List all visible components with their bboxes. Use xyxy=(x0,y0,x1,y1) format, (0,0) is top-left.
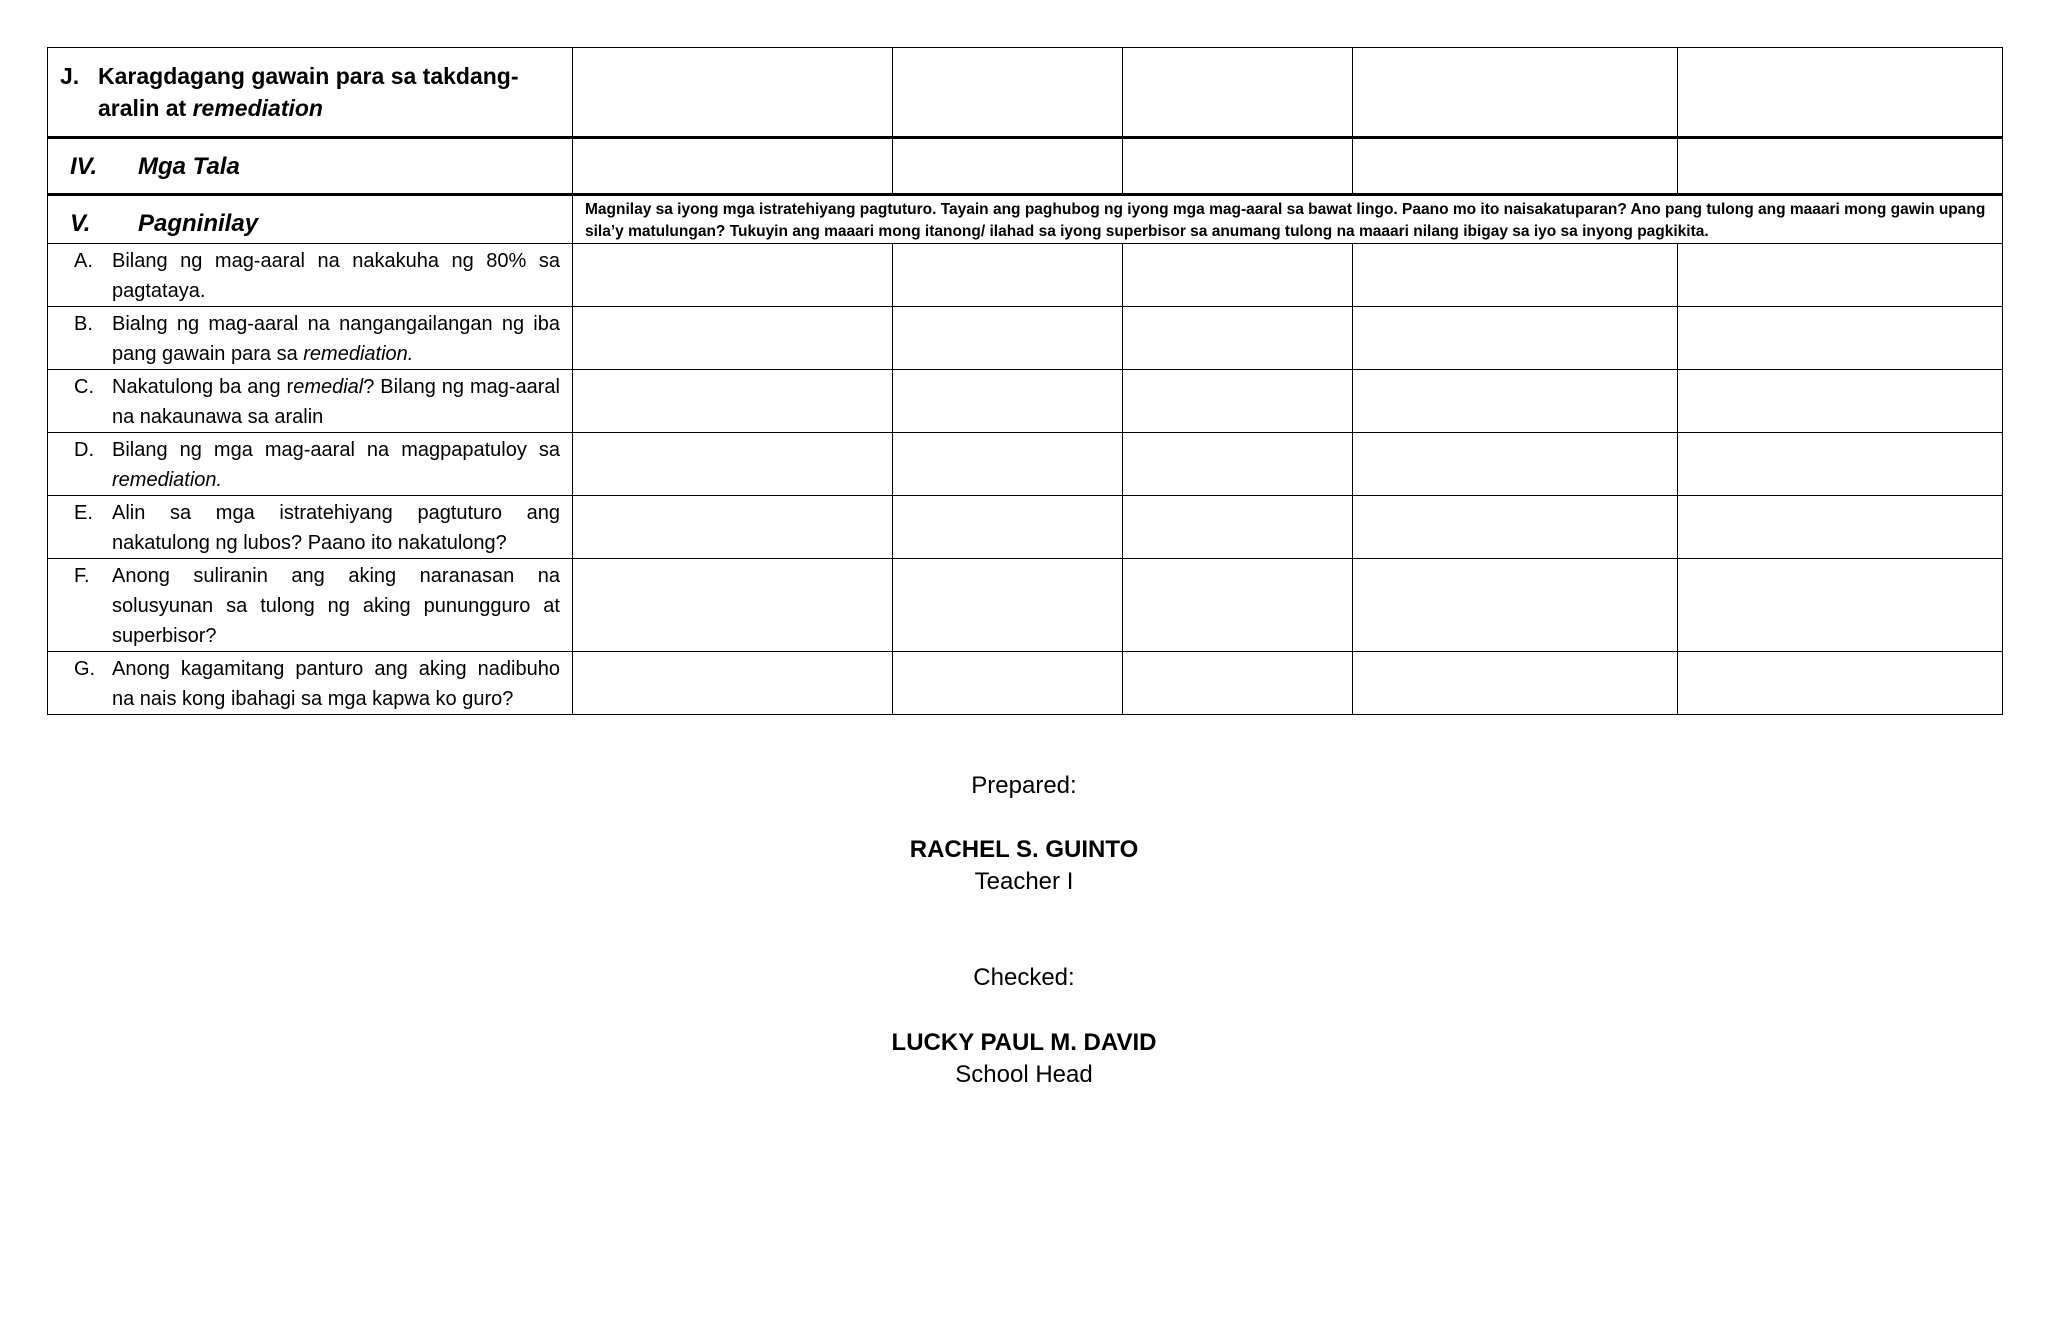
table-cell[interactable] xyxy=(1353,138,1678,195)
table-cell[interactable] xyxy=(1353,244,1678,307)
table-cell[interactable] xyxy=(1123,496,1353,559)
table-cell[interactable] xyxy=(1678,370,2003,433)
table-row xyxy=(48,652,2003,715)
item-text-italic: remediation. xyxy=(112,469,223,491)
item-text-italic: remediation. xyxy=(303,343,414,365)
item-letter: B. xyxy=(74,313,93,335)
table-cell[interactable] xyxy=(573,244,893,307)
table-cell[interactable] xyxy=(1353,307,1678,370)
table-cell[interactable] xyxy=(1123,244,1353,307)
row-label-italic: remediation xyxy=(192,95,323,121)
item-text: Bilang ng mag-aaral na nakakuha ng 80% sa pagtataya. xyxy=(112,250,560,302)
item-text: Bilang ng mga mag-aaral na magpapatuloy sa xyxy=(112,439,560,461)
table-cell[interactable] xyxy=(1678,652,2003,715)
table-cell[interactable] xyxy=(573,652,893,715)
table-cell[interactable] xyxy=(573,496,893,559)
item-label-cell xyxy=(48,307,573,370)
table-row xyxy=(48,559,2003,652)
item-text: Anong suliranin ang aking naranasan na solusyunan sa tulong ng aking punungguro at superbisor? xyxy=(112,565,560,647)
table-cell[interactable] xyxy=(1123,48,1353,138)
section-label-cell xyxy=(48,195,573,244)
table-cell[interactable] xyxy=(893,652,1123,715)
table-cell[interactable] xyxy=(573,307,893,370)
table-row xyxy=(48,244,2003,307)
item-text: Nakatulong ba ang r xyxy=(112,376,294,398)
item-letter: A. xyxy=(74,250,93,272)
table-cell[interactable] xyxy=(893,496,1123,559)
item-text: Anong kagamitang panturo ang aking nadibuho na nais kong ibahagi sa mga kapwa ko guro? xyxy=(112,658,560,710)
table-cell[interactable] xyxy=(1353,370,1678,433)
row-label-text: Karagdagang gawain para sa takdang-aralin at xyxy=(98,63,519,121)
table-cell[interactable] xyxy=(1678,138,2003,195)
item-label-cell xyxy=(48,652,573,715)
section-numeral: V. xyxy=(70,210,91,237)
section-numeral: IV. xyxy=(70,153,98,180)
table-cell[interactable] xyxy=(573,559,893,652)
item-letter: C. xyxy=(74,376,94,398)
item-label-cell xyxy=(48,496,573,559)
checked-name: LUCKY PAUL M. DAVID xyxy=(891,1029,1157,1056)
item-letter: G. xyxy=(74,658,96,680)
table-cell[interactable] xyxy=(1678,307,2003,370)
table-row xyxy=(48,496,2003,559)
table-cell[interactable] xyxy=(1123,307,1353,370)
section-label-cell xyxy=(48,138,573,195)
item-text: Bialng ng mag-aaral na nangangailangan ng iba pang gawain para sa xyxy=(112,313,560,365)
item-text-italic: emedial xyxy=(293,376,364,398)
table-row xyxy=(48,307,2003,370)
item-letter: D. xyxy=(74,439,94,461)
section-mga-tala xyxy=(48,138,2003,195)
table-cell[interactable] xyxy=(893,559,1123,652)
table-cell[interactable] xyxy=(1353,652,1678,715)
table-cell[interactable] xyxy=(893,370,1123,433)
row-karagdagang-gawain xyxy=(48,48,2003,138)
table-cell[interactable] xyxy=(573,48,893,138)
item-label-cell xyxy=(48,244,573,307)
table-cell[interactable] xyxy=(893,244,1123,307)
table-cell[interactable] xyxy=(1353,559,1678,652)
table-row xyxy=(48,370,2003,433)
table-cell[interactable] xyxy=(1353,48,1678,138)
item-label-cell xyxy=(48,433,573,496)
table-cell[interactable] xyxy=(1678,48,2003,138)
table-cell[interactable] xyxy=(1678,496,2003,559)
row-letter: J. xyxy=(60,63,80,89)
table-cell[interactable] xyxy=(1678,244,2003,307)
daily-lesson-log-table xyxy=(47,47,2003,715)
table-cell[interactable] xyxy=(1123,559,1353,652)
checked-position: School Head xyxy=(955,1061,1093,1088)
section-title: Pagninilay xyxy=(138,210,259,237)
item-letter: E. xyxy=(74,502,93,524)
table-cell[interactable] xyxy=(573,370,893,433)
item-label-cell xyxy=(48,370,573,433)
table-cell[interactable] xyxy=(893,433,1123,496)
table-cell[interactable] xyxy=(1123,138,1353,195)
prepared-name: RACHEL S. GUINTO xyxy=(909,836,1139,863)
table-cell[interactable] xyxy=(1678,559,2003,652)
prepared-label: Prepared: xyxy=(971,772,1077,799)
table-cell[interactable] xyxy=(1678,433,2003,496)
checked-label: Checked: xyxy=(973,964,1075,991)
table-cell[interactable] xyxy=(1123,370,1353,433)
reflection-instructions: Magnilay sa iyong mga istratehiyang pagtuturo. Tayain ang paghubog ng iyong mga mag-aaral sa bawat lingo. Paano mo ito naisakatuparan? Ano pang tulong ang maaari mong gawin upang sila’y matulungan? Tukuyin ang maaari mong itanong/ ilahad sa iyong superbisor sa anumang tulong na maaari nilang ibigay sa iyo sa inyong pagkikita. xyxy=(585,201,1986,240)
table-cell[interactable] xyxy=(1353,433,1678,496)
table-row xyxy=(48,433,2003,496)
prepared-position: Teacher I xyxy=(974,868,1074,895)
table-cell[interactable] xyxy=(893,138,1123,195)
item-letter: F. xyxy=(74,565,90,587)
table-cell[interactable] xyxy=(573,138,893,195)
table-cell[interactable] xyxy=(1353,496,1678,559)
table-cell[interactable] xyxy=(1123,652,1353,715)
table-cell[interactable] xyxy=(893,307,1123,370)
item-text-after: ? Bilang ng mag-aaral na nakaunawa sa aralin xyxy=(112,376,560,428)
table-cell[interactable] xyxy=(893,48,1123,138)
section-pagninilay xyxy=(48,195,2003,244)
table-cell[interactable] xyxy=(573,433,893,496)
item-label-cell xyxy=(48,559,573,652)
item-text: Alin sa mga istratehiyang pagtuturo ang nakatulong ng lubos? Paano ito nakatulong? xyxy=(112,502,560,554)
reflection-instructions-cell xyxy=(573,195,2003,244)
row-label-cell xyxy=(48,48,573,138)
table-cell[interactable] xyxy=(1123,433,1353,496)
section-title: Mga Tala xyxy=(138,153,240,180)
